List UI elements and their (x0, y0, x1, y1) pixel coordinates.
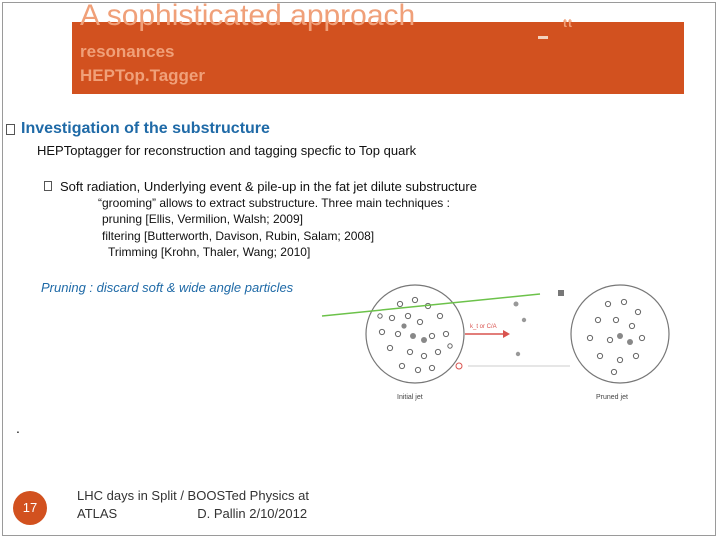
arrow-head-icon (503, 330, 510, 338)
title-dash (538, 36, 548, 39)
grooming-line: “grooming” allows to extract substructure. Three main techniques : (98, 196, 450, 210)
footer-author-date: D. Pallin 2/10/2012 (197, 506, 308, 521)
stray-mark: . (16, 420, 20, 436)
trimming-reference: Trimming [Krohn, Thaler, Wang; 2010] (108, 245, 311, 259)
title-line-heptoptagger: HEPTop.Tagger (80, 66, 205, 85)
soft-radiation-line: Soft radiation, Underlying event & pile-up in the fat jet dilute substructure (60, 179, 477, 194)
page-number-badge: 17 (13, 491, 47, 525)
wide-angle-particle-icon (558, 290, 564, 296)
pruning-diagram (320, 276, 710, 406)
footer-line-1: LHC days in Split / BOOSTed Physics at (77, 488, 309, 503)
pruning-reference: pruning [Ellis, Vermilion, Walsh; 2009] (102, 212, 303, 226)
footer-atlas: ATLAS (77, 506, 118, 521)
title-line-resonances: resonances (80, 42, 175, 61)
initial-jet-label: Initial jet (397, 394, 423, 401)
checkbox-bullet-icon (44, 181, 52, 191)
condition-icon (456, 363, 462, 369)
pruned-jet-label: Pruned jet (596, 394, 628, 401)
title-suffix: tt (563, 16, 573, 30)
checkbox-bullet-icon (6, 124, 15, 135)
heptoptagger-line: HEPToptagger for reconstruction and tagging specfic to Top quark (37, 143, 417, 158)
filtering-reference: filtering [Butterworth, Davison, Rubin, Salam; 2008] (102, 229, 375, 243)
footer-line-2 (77, 506, 307, 521)
slide-title: A sophisticated approach (80, 0, 416, 32)
pruning-note: Pruning : discard soft & wide angle particles (41, 280, 294, 295)
section-heading: Investigation of the substructure (21, 120, 270, 137)
arrow-label: k_t or C/A (470, 324, 497, 330)
pruned-particles (514, 302, 527, 357)
